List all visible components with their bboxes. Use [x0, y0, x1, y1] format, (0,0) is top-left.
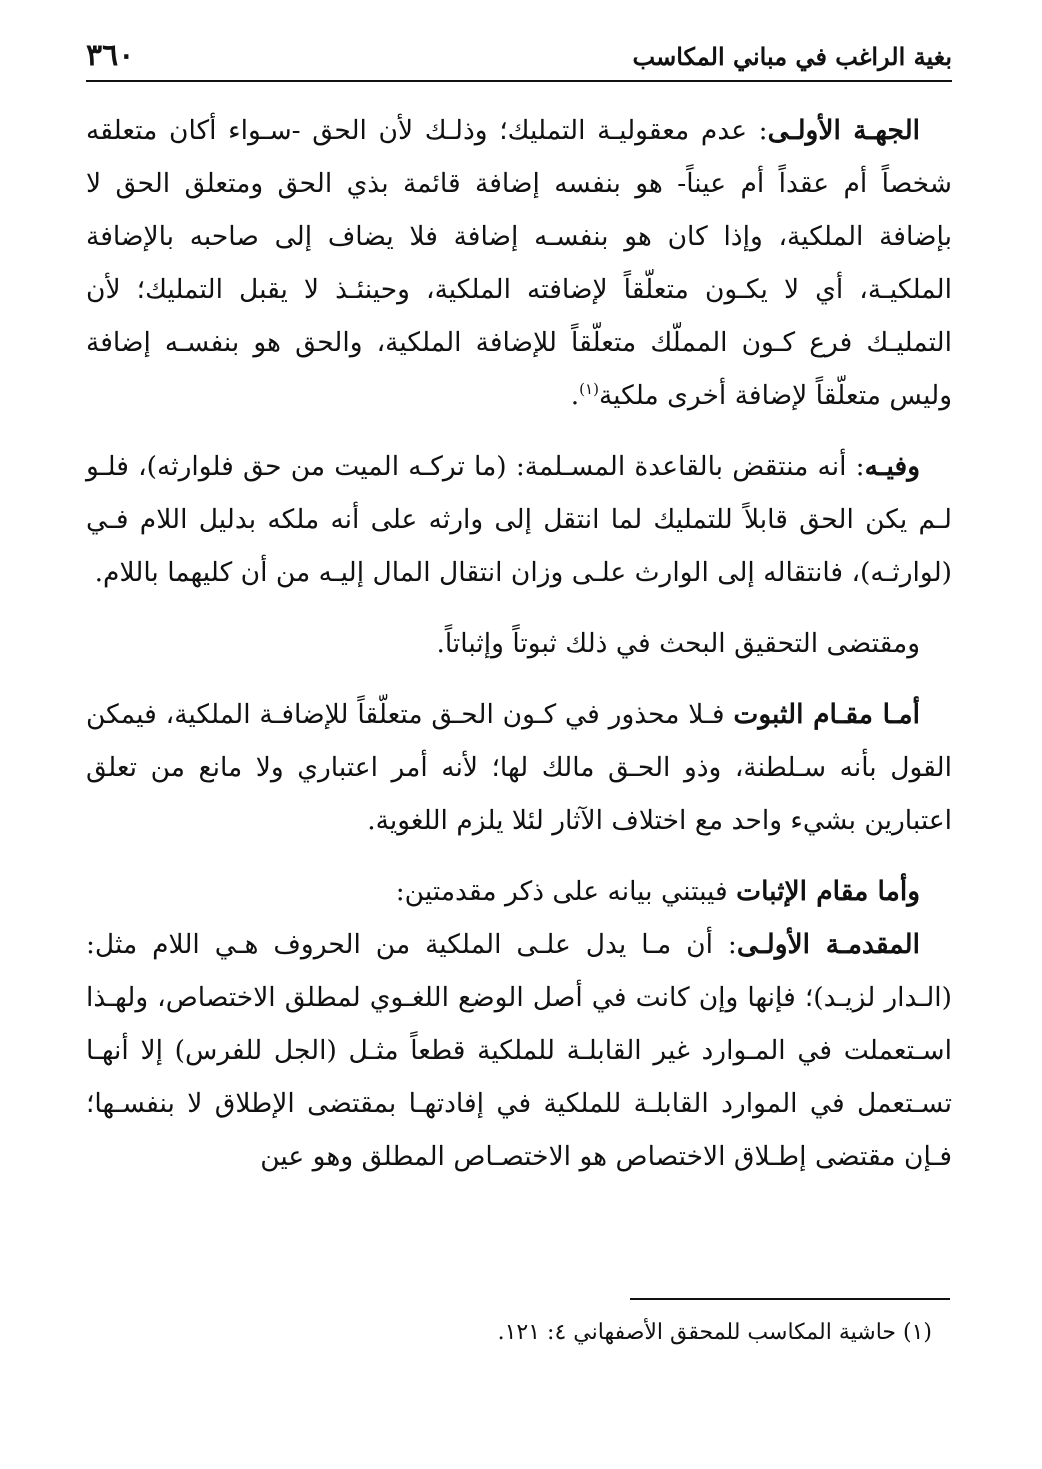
paragraph-lead: وفيـه — [864, 451, 920, 482]
paragraph-text: ومقتضى التحقيق البحث في ذلك ثبوتاً وإثباتاً. — [436, 628, 920, 659]
page-number: ٣٦٠ — [86, 38, 135, 73]
paragraph — [86, 440, 952, 599]
paragraph-lead: الجهـة الأولـى — [767, 115, 921, 146]
paragraph-lead: أمـا مقـام الثبوت — [733, 699, 920, 730]
footnote-divider — [630, 1298, 950, 1300]
paragraph-lead: المقدمـة الأولـى — [736, 929, 920, 960]
book-page — [86, 34, 952, 1201]
paragraph — [86, 688, 952, 847]
paragraph-text: فـلا محذور في كـون الحـق متعلّقاً للإضافـة الملكية، فيمكن القول بأنه سـلطنة، وذو الحـق مالك لها؛ لأنه أمر اعتباري ولا مانع من تعلق اعتبارين بشيء واحد مع اختلاف الآثار لئلا يلزم اللغوية. — [86, 699, 952, 836]
body-text — [86, 104, 952, 1183]
footnote: (١) حاشية المكاسب للمحقق الأصفهاني ٤: ١٢١. — [497, 1320, 932, 1345]
paragraph — [86, 617, 952, 670]
paragraph — [86, 918, 952, 1183]
paragraph-tail: . — [570, 380, 580, 411]
paragraph-text: : أن مـا يدل علـى الملكية من الحروف هـي اللام مثل: (الـدار لزيـد)؛ فإنها وإن كانت في أصل الوضع اللغـوي لمطلق الاختصاص، ولهـذا اسـتعملت في المـوارد غير القابلـة للملكية قطعاً مثـل (الجل للفرس) إلا أنهـا تسـتعمل في الموارد القابلـة للملكية في إفادتهـا بمقتضى الإطلاق لا بنفسـها؛ فـإن مقتضى إطـلاق الاختصاص هو الاختصـاص المطلق وهو عين — [86, 929, 952, 1172]
paragraph-lead: وأما مقام الإثبات — [736, 876, 920, 907]
paragraph — [86, 104, 952, 422]
footnote-reference: (١) — [579, 380, 599, 399]
book-title: بغية الراغب في مباني المكاسب — [632, 42, 952, 71]
paragraph-text: فيبتني بيانه على ذكر مقدمتين: — [395, 876, 737, 907]
running-header — [86, 34, 952, 82]
paragraph — [86, 865, 952, 918]
paragraph-text: : عدم معقوليـة التمليك؛ وذلـك لأن الحق -سـواء أكان متعلقه شخصاً أم عقداً أم عيناً- هو بنفسه إضافة قائمة بذي الحق ومتعلق الحق لا بإضافة الملكية، وإذا كان هو بنفسـه إضافة فلا يضاف إلى صاحبه بالإضافة الملكيـة، أي لا يكـون متعلّقاً لإضافته الملكية، وحينئـذ لا يقبل التمليك؛ لأن التمليـك فرع كـون المملّك متعلّقاً للإضافة الملكية، والحق هو بنفسـه إضافة وليس متعلّقاً لإضافة أخرى ملكية — [86, 115, 952, 411]
paragraph-text: : أنه منتقض بالقاعدة المسـلمة: (ما تركـه الميت من حق فلوارثه)، فلـو لـم يكن الحق قابلاً للتمليك لما انتقل إلى وارثه على أنه ملكه بدليل اللام فـي (لوارثـه)، فانتقاله إلى الوارث علـى وزان انتقال المال إليـه من أن كليهما باللام. — [86, 451, 952, 588]
